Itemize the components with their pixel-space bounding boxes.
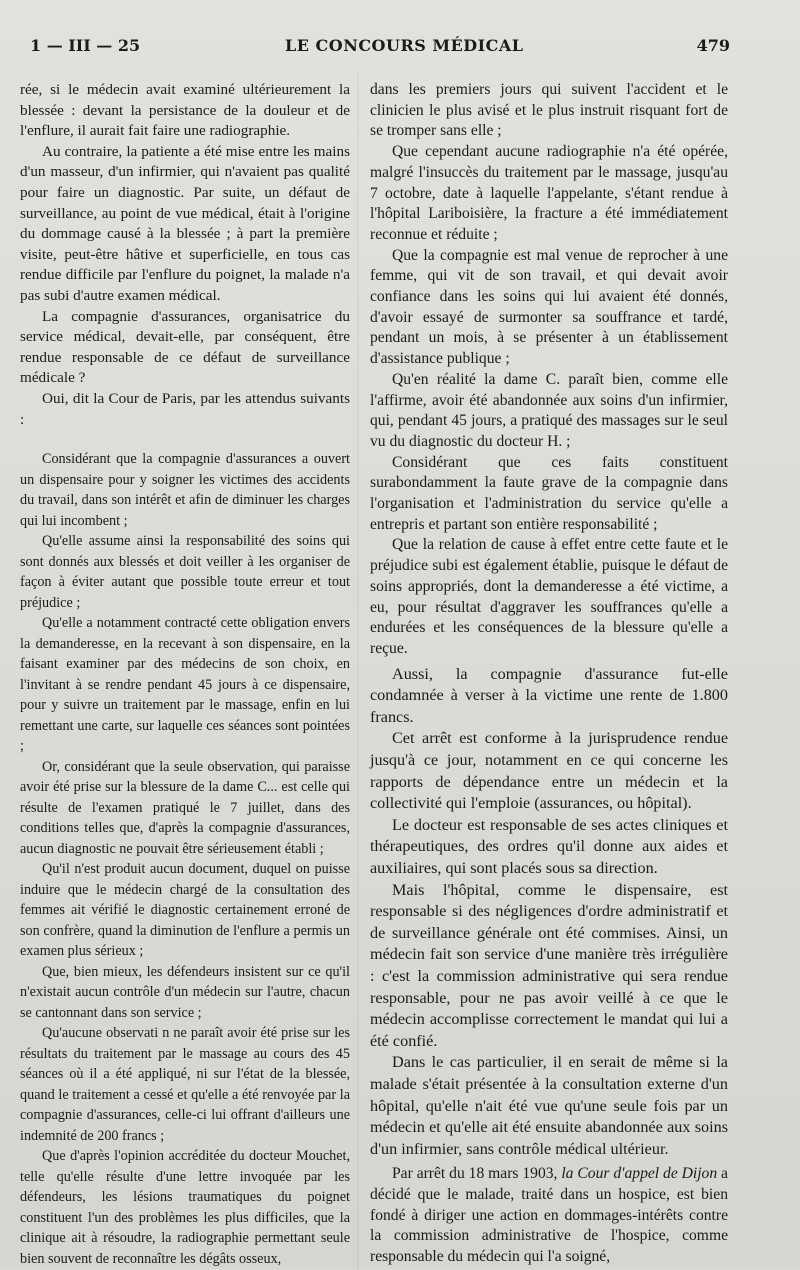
paragraph: Dans le cas particulier, il en serait de même si la malade s'était présentée à la consultation externe d'un hôpital, qu'elle n'ait été vue qu'une seule fois par un médecin et qu'elle ait été ensuite abandonnée aux soins d'un infirmier, sans contrôle médical ultérieur. — [370, 1053, 728, 1158]
quote-paragraph: dans les premiers jours qui suivent l'accident et le clinicien le plus avisé et le plus instruit risquant fort de se tromper sans elle ; — [370, 81, 728, 140]
court-name: la Cour d'appel de Dijon — [561, 1165, 718, 1183]
quote-paragraph: Considérant que ces faits constituent surabondamment la faute grave de la compagnie dans l'organisation et l'administration du service qu'elle a entrepris et partant son entière responsabilité ; — [370, 453, 728, 533]
quote-paragraph: Or, considérant que la seule observation, qui paraisse avoir été prise sur la blessure de la dame C... est celle qui résulte de l'examen pratiqué le 7 juillet, dans des conditions telles que, d'après la compagnie d'assurances, aucun diagnostic ne pouvait être sérieusement établi ; — [20, 758, 350, 857]
paragraph: Au contraire, la patiente a été mise entre les mains d'un masseur, d'un infirmier, qui n'avaient pas qualité pour faire un diagnostic. Par suite, un défaut de surveillance, au point de vue médical, était à l'origine du dommage causé à la blessée ; à part la première visite, peut-être hâtive et superficielle, en tous cas rendue difficile par l'enflure du poignet, la malade n'a pas subi d'autre examen médical. — [20, 142, 350, 304]
court-ruling-quote — [20, 449, 350, 1269]
right-column — [370, 80, 728, 1268]
quote-paragraph: Qu'aucune observati n ne paraît avoir été prise sur les résultats du traitement par le massage au cours des 45 séances où il a été appliqué, ni sur l'état de la blessée, quand le traitement a cessé et qu'elle a été renvoyée par la compagnie d'assurances, celle-ci lui offrant d'ailleurs une indemnité de 200 francs ; — [20, 1025, 350, 1144]
quote-paragraph: Que la relation de cause à effet entre cette faute et le préjudice subi est également établie, puisque le défaut de soins appropriés, dont la demanderesse a été victime, a eu, pour résultat d'aggraver les souffrances qu'elle a endurées et les conséquences de la blessure qu'elle a reçue. — [370, 536, 728, 657]
paragraph: Cet arrêt est conforme à la jurisprudence rendue jusqu'à ce jour, notamment en ce qui concerne les rapports de dépendance entre un médecin et la collectivité qui l'emploie (assurances, ou hôpital). — [370, 729, 728, 813]
paragraph: rée, si le médecin avait examiné ultérieurement la blessée : devant la persistance de la douleur et de l'enflure, il aurait fait faire une radiographie. — [20, 81, 350, 140]
quote-paragraph: Qu'elle assume ainsi la responsabilité des soins qui sont donnés aux blessés et doit veiller à les organiser de façon à éviter autant que possible toute erreur et tout préjudice ; — [20, 533, 350, 611]
journal-title: LE CONCOURS MÉDICAL — [285, 36, 524, 55]
paragraph: Aussi, la compagnie d'assurance fut-elle condamnée à verser à la victime une rente de 1.800 francs. — [370, 664, 728, 726]
paragraph: La compagnie d'assurances, organisatrice du service médical, devait-elle, par conséquent, être rendue responsable de ce défaut de surveillance médicale ? — [20, 307, 350, 387]
paragraph: Mais l'hôpital, comme le dispensaire, est responsable si des négligences d'ordre administratif et de surveillance générale ont été commises. Ainsi, un médecin fait son service d'une manière très irrégulière : c'est la commission administrative qui sera rendue responsable, pour ne pas avoir veillé à ce que le médecin accomplisse correctement le mandat qui lui a été confié. — [370, 880, 728, 1050]
left-column — [20, 80, 350, 1269]
quote-paragraph: Qu'en réalité la dame C. paraît bien, comme elle l'affirme, avoir été abandonnée aux soins d'un infirmier, qui, pendant 45 jours, a pratiqué des massages sur le seul vu du diagnostic du docteur H. ; — [370, 370, 728, 450]
paragraph: Oui, dit la Cour de Paris, par les attendus suivants : — [20, 389, 350, 428]
quote-paragraph: Que d'après l'opinion accréditée du docteur Mouchet, telle qu'elle résulte d'une lettre invoquée par les défendeurs, les lésions traumatiques du poignet constituent l'un des problèmes les plus difficiles, que la clinique ait à résoudre, la radiographie permettant seule bien souvent de reconnaître les dégâts osseux, — [20, 1148, 350, 1267]
issue-reference: 1 — III — 25 — [30, 36, 141, 55]
quote-paragraph: Que, bien mieux, les défendeurs insistent sur ce qu'il n'existait aucun contrôle d'un médecin sur l'autre, chacun se cantonnant dans son service ; — [20, 963, 350, 1021]
quote-paragraph: Que cependant aucune radiographie n'a été opérée, malgré l'insuccès du traitement par le massage, jusqu'au 7 octobre, date à laquelle l'appelante, s'étant rendue à l'hôpital Lariboisière, la fracture a été immédiatement reconnue et réduite ; — [370, 143, 728, 243]
paragraph — [370, 1164, 728, 1268]
commentary — [370, 664, 728, 1161]
running-header — [30, 36, 730, 66]
quote-paragraph: Qu'elle a notamment contracté cette obligation envers la demanderesse, en la recevant à son dispensaire, en la faisant examiner par des médecins de son choix, en l'invitant à se rendre pendant 45 jours à ce dispensaire, pour y suivre un traitement par le massage, enfin en lui remettant une carte, sur laquelle ces séances sont pointées ; — [20, 615, 350, 755]
quote-paragraph: Que la compagnie est mal venue de reprocher à une femme, qui vit de son travail, et qui devait avoir confiance dans les soins qui lui avaient été donnés, d'avoir essayé de surmonter sa souffrance et tardé, pendant un mois, à se présenter à un établissement d'assistance publique ; — [370, 246, 728, 368]
page-number: 479 — [696, 36, 730, 55]
quote-paragraph: Qu'il n'est produit aucun document, duquel on puisse induire que le médecin chargé de la consultation des femmes ait vérifié le diagnostic certainement erroné de son confrère, quand la diminution de l'enflure a permis un examen plus sérieux ; — [20, 861, 350, 960]
text-run: a décidé que le malade, traité dans un hospice, est bien fondé à diriger une action en dommages-intérêts contre la commission administrative de l'hospice, comme responsable du médecin qui l'a soigné, — [370, 1165, 728, 1266]
column-gutter-shadow — [357, 70, 359, 1270]
paragraph: Le docteur est responsable de ses actes cliniques et thérapeutiques, des ordres qu'il donne aux aides et auxiliaires, qui sont placés sous sa direction. — [370, 815, 728, 878]
text-run: Par arrêt du 18 mars 1903, — [392, 1165, 562, 1183]
quote-paragraph: Considérant que la compagnie d'assurances a ouvert un dispensaire pour y soigner les victimes des accidents du travail, dans son intérêt et afin de diminuer les charges qui lui incombent ; — [20, 451, 350, 529]
